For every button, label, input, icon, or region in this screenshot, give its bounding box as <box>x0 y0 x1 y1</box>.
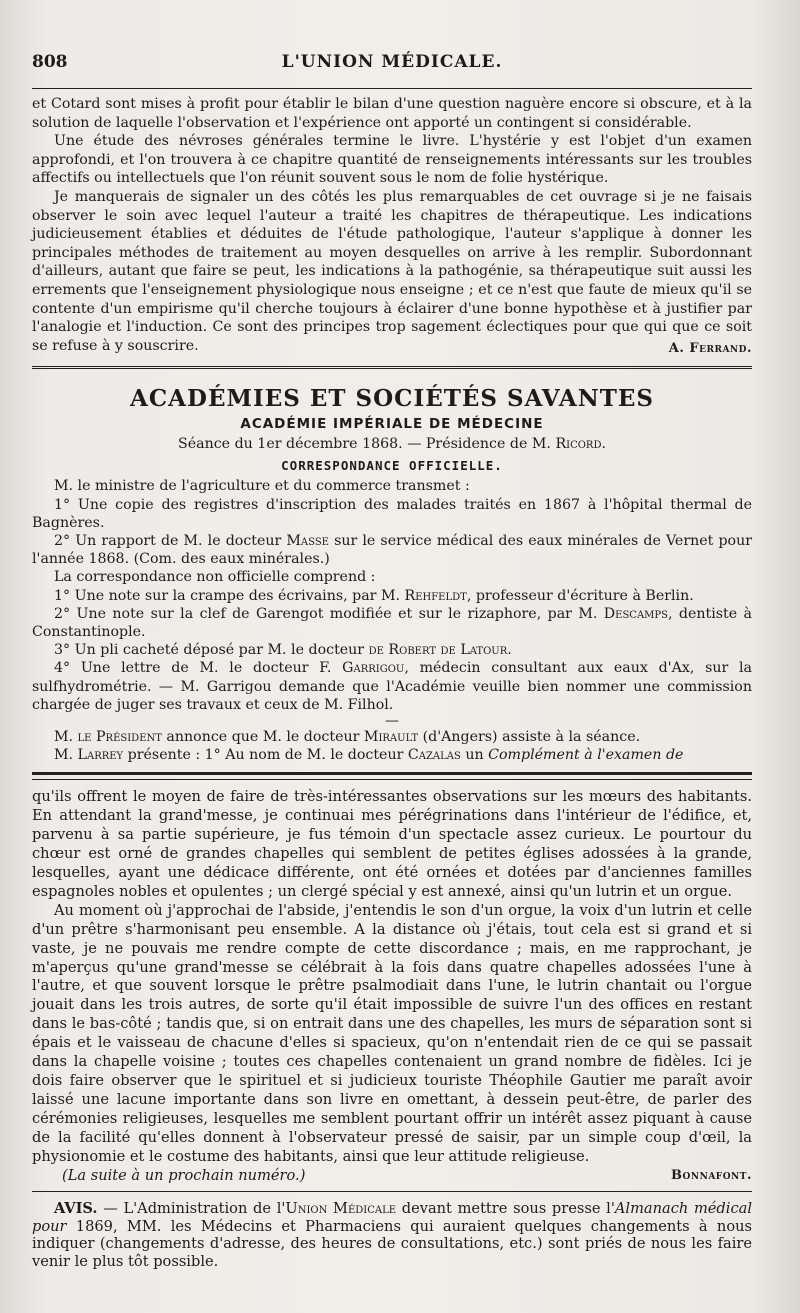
text-run: présente : 1° Au nom de M. le docteur <box>123 747 408 764</box>
person-name: de Robert de Latour <box>368 642 508 659</box>
review-signature: A. Ferrand. <box>668 341 752 357</box>
text-run: 3° Un pli cacheté déposé par M. le docteur <box>54 642 369 659</box>
person-name: Cazalas <box>407 747 461 764</box>
notice <box>32 1200 752 1270</box>
person-name: M. Larrey <box>54 747 124 764</box>
session-prefix: Séance du 1er décembre 1868. — Présidence de M. <box>178 436 556 453</box>
section-rule <box>32 366 752 369</box>
minutes-paragraph <box>32 659 752 714</box>
review-paragraph: et Cotard sont mises à profit pour établir le bilan d'une question naguère encore si obscure, et à la solution de laquelle l'observation et l'expérience ont apporté un contingent si considérable. <box>32 96 752 131</box>
text-run: devant mettre sous presse l' <box>396 1200 615 1218</box>
separator-dash: — <box>385 712 399 729</box>
feuilleton-rule <box>32 772 752 775</box>
person-name: Rehfeldt <box>404 587 467 604</box>
page-header <box>32 52 752 82</box>
person-name: Garrigou <box>342 660 405 677</box>
header-rule <box>32 88 752 89</box>
page-number: 808 <box>32 52 68 72</box>
text-run: , dentiste à Constantinople. <box>32 605 752 640</box>
notice-rule <box>32 1191 752 1192</box>
feuilleton <box>32 788 752 1185</box>
minutes-paragraph: M. le ministre de l'agriculture et du commerce transmet : <box>54 478 470 495</box>
person-name: Descamps <box>603 605 668 622</box>
minutes-paragraph <box>32 728 752 746</box>
session-line <box>32 436 752 452</box>
review-closing <box>32 188 752 355</box>
academies-section <box>32 385 752 764</box>
text-run: sur le service médical des eaux minérales de Vernet pour l'année 1868. (Com. des eaux minérales.) <box>32 532 752 568</box>
academy-title: ACADÉMIE IMPÉRIALE DE MÉDECINE <box>240 416 544 433</box>
running-title: L'UNION MÉDICALE. <box>281 52 503 72</box>
minutes-paragraph <box>32 746 752 764</box>
text-run: 2° Un rapport de M. le docteur <box>54 532 287 549</box>
text-run: — L'Administration de l' <box>97 1200 286 1218</box>
text-run: 1° Une note sur la crampe des écrivains, par M. <box>54 587 405 604</box>
text-run: un <box>460 747 489 764</box>
text-run: , professeur d'écriture à Berlin. <box>466 587 694 604</box>
feuilleton-paragraph: Au moment où j'approchai de l'abside, j'entendis le son d'un orgue, la voix d'un lutrin et celle d'un prêtre s'harmonisant peu ensemble. A la distance où j'étais, tout cela est si grand et si vaste, je ne pouvais me rendre compte de cette discordance ; mais, en me rapprochant, je m'aperçus qu'une grand'messe se célébrait à la fois dans quatre chapelles adossées l'une à l'autre, et que souvent lorsque le prêtre psalmodiait dans l'une, le lutrin chantait ou l'orgue jouait dans les trois autres, de sorte qu'il était impossible de suivre l'un des offices en restant dans le bas-côté ; tandis que, si on entrait dans une des chapelles, les murs de séparation sont si épais et le vaisseau de chacune d'elles si spacieux, qu'on n'entendait rien de ce qui se passait dans la chapelle voisine ; toutes ces chapelles contenaient un grand nombre de fidèles. Ici je dois faire observer que le spirituel et si judicieux touriste Théophile Gautier me paraît avoir laissé une lacune importante dans son livre en omettant, à dessein peut-être, de parler des cérémonies religieuses, lesquelles me semblent pourtant offrir un intérêt assez piquant à cause de la facilité qu'elles donnent à l'observateur pressé de saisir, par un simple coup d'œil, la physionomie et le costume des habitants, ainsi que leur attitude religieuse. <box>32 901 752 1165</box>
text-run: 4° Une lettre de M. le docteur F. <box>54 660 343 677</box>
text-run: annonce que M. le docteur <box>161 728 364 745</box>
review-paragraph: Une étude des névroses générales termine le livre. L'hystérie y est l'objet d'un examen approfondi, et l'on trouvera à ce chapitre quantité de renseignements intéressants sur les troubles affectifs ou intellectuels que l'on réunit souvent sous le nom de folie hystérique. <box>32 133 752 187</box>
review-paragraph: Je manquerais de signaler un des côtés les plus remarquables de cet ouvrage si je ne faisais observer le soin avec lequel l'auteur a traité les chapitres de thérapeutique. Les indications judicieusement établies et déduites de l'étude pathologique, l'auteur s'applique à donner les principales méthodes de traitement au moyen desquelles on arrive à les remplir. Subordonnant d'ailleurs, autant que faire se peut, les indications à la pathogénie, sa thérapeutique suit aussi les errements que l'enseignement physiologique nous enseigne ; et ce n'est que faute de mieux qu'il se contente d'un empirisme qu'il cherche toujours à éclairer d'une bonne hypothèse et à justifier par l'analogie et l'induction. Ce sont des principes trop sagement éclectiques pour que qui que ce soit se refuse à y souscrire. <box>32 188 752 354</box>
session-president: Ricord <box>555 436 602 453</box>
feuilleton-signature: Bonnafont. <box>671 1168 752 1184</box>
text-run: 2° Une note sur la clef de Garengot modifiée et sur le rizaphore, par M. <box>54 605 604 622</box>
book-review <box>32 95 752 356</box>
minutes-paragraph <box>32 641 752 659</box>
text-run: . <box>507 642 512 659</box>
publication-name: Almanach médical pour <box>32 1200 752 1235</box>
section-title: ACADÉMIES ET SOCIÉTÉS SAVANTES <box>130 385 654 413</box>
continued-note: (La suite à un prochain numéro.) <box>62 1167 306 1185</box>
feuilleton-paragraph: qu'ils offrent le moyen de faire de très-intéressantes observations sur les mœurs des habitants. En attendant la grand'messe, je continuai mes pérégrinations dans l'intérieur de l'édifice, et, parvenu à sa partie supérieure, je fus témoin d'un spectacle assez curieux. Le pourtour du chœur est orné de grandes chapelles qui semblent de petites églises adossées à la grande, lesquelles, ayant une dédicace différente, ont été ornées et dotées par d'anciennes familles espagnoles nobles et opulentes ; un clergé spécial y est annexé, ainsi qu'un lutrin et un orgue. <box>32 788 752 900</box>
minutes-paragraph <box>32 532 752 568</box>
person-name: Masse <box>286 532 329 549</box>
text-run: (d'Angers) assiste à la séance. <box>418 728 641 745</box>
minutes-paragraph: La correspondance non officielle comprend : <box>54 569 376 586</box>
session-suffix: . <box>601 436 606 453</box>
feuilleton-footer <box>32 1166 752 1185</box>
notice-label: AVIS. <box>54 1200 98 1218</box>
work-title: Complément à l'examen de <box>488 747 684 764</box>
person-name: M. le Président <box>54 728 162 745</box>
person-name: Mirault <box>363 728 419 745</box>
feuilleton-rule <box>32 779 752 780</box>
publication-name: Union Médicale <box>285 1200 397 1218</box>
minutes-paragraph: 1° Une copie des registres d'inscription des malades traités en 1867 à l'hôpital thermal de Bagnères. <box>32 496 752 531</box>
minutes-paragraph <box>32 587 752 605</box>
text-run: 1869, MM. les Médecins et Pharmaciens qui auraient quelques changements à nous indiquer (changements d'adresse, des heures de consultations, etc.) sont priés de nous les faire venir le plus tôt possible. <box>32 1217 752 1270</box>
correspondence-title: CORRESPONDANCE OFFICIELLE. <box>281 458 503 474</box>
text-run: , médecin consultant aux eaux d'Ax, sur la sulfhydrométrie. — M. Garrigou demande que l'Académie veuille bien nommer une commission chargée de juger ses travaux et ceux de M. Filhol. <box>32 660 752 713</box>
minutes-paragraph <box>32 605 752 641</box>
